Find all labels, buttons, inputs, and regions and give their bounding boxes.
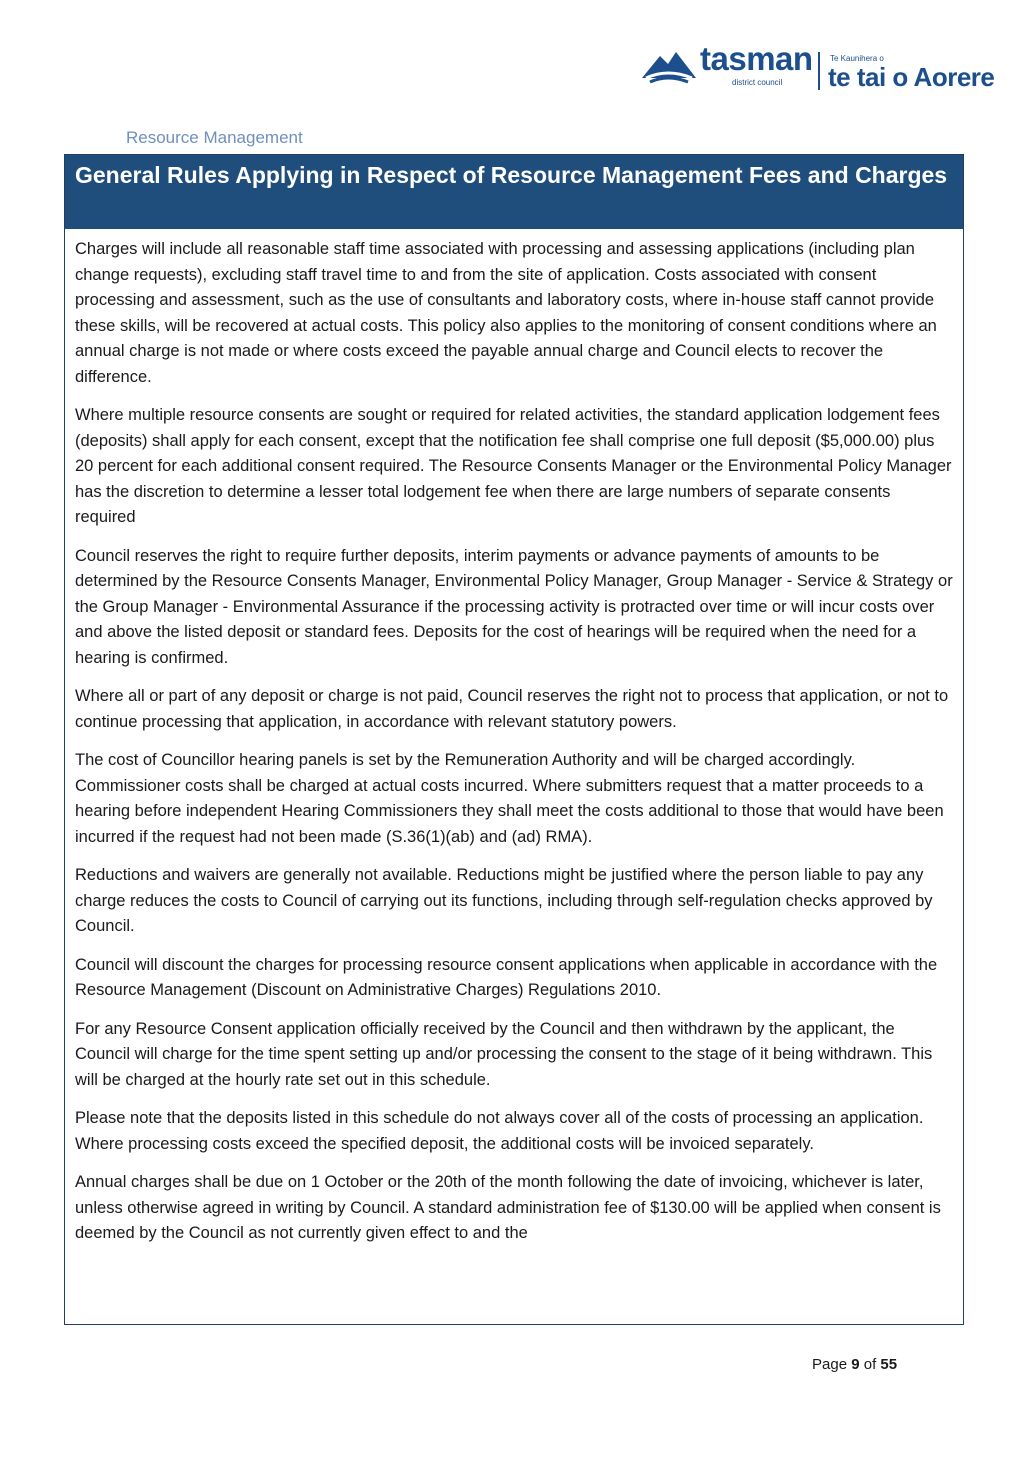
page-of: of bbox=[863, 1356, 877, 1373]
paragraph: Council reserves the right to require further deposits, interim payments or advance payments of amounts to be determined by the Resource Consents Manager, Environmental Policy Manager, Group Manager - Service & Strategy or the Group Manager - Environmental Assurance if the processing activity is protracted over time or will incur costs over and above the listed deposit or standard fees. Deposits for the cost of hearings will be required when the need for a hearing is confirmed. bbox=[75, 546, 953, 667]
paragraph: For any Resource Consent application officially received by the Council and then withdrawn by the applicant, the Council will charge for the time spent setting up and/or processing the consent to the stage of it being withdrawn. This will be charged at the hourly rate set out in this schedule. bbox=[75, 1019, 933, 1089]
logo-word: tasman bbox=[700, 40, 813, 77]
paragraph: Annual charges shall be due on 1 October or the 20th of the month following the date of invoicing, whichever is later, unless otherwise agreed in writing by Council. A standard administration fee of $130.00 will be applied when consent is deemed by the Council as not currently given effect to and the bbox=[75, 1173, 941, 1242]
paragraph: Reductions and waivers are generally not available. Reductions might be justified where the person liable to pay any charge reduces the costs to Council of carrying out its functions, including through self-regulation checks approved by Council. bbox=[75, 866, 933, 935]
mountain-logo-icon bbox=[640, 44, 698, 84]
paragraph: The cost of Councillor hearing panels is set by the Remuneration Authority and will be charged accordingly. Commissioner costs shall be charged at actual costs incurred. Where submitters request that a matter proceeds to a hearing before independent Hearing Commissioners they shall meet the costs additional to those that would have been incurred if the request had not been made (S.36(1)(ab) and (ad) RMA). bbox=[75, 751, 944, 846]
tasman-logo bbox=[640, 40, 1002, 92]
paragraph: Council will discount the charges for processing resource consent applications when applicable in accordance with the Resource Management (Discount on Administrative Charges) Regulations 2010. bbox=[75, 955, 938, 999]
page-footer bbox=[812, 1356, 897, 1373]
rules-box bbox=[64, 154, 964, 1325]
paragraph: Charges will include all reasonable staff time associated with processing and assessing applications (including plan change requests), excluding staff travel time to and from the site of application. Costs associated with consent processing and assessment, such as the use of consultants and laboratory costs, where in-house staff cannot provide these skills, will be recovered at actual costs. This policy also applies to the monitoring of consent conditions where an annual charge is not made or where costs exceed the payable annual charge and Council elects to recover the difference. bbox=[75, 240, 937, 386]
logo-subtitle: district council bbox=[732, 78, 783, 87]
logo-divider bbox=[818, 52, 820, 90]
paragraph: Where all or part of any deposit or charge is not paid, Council reserves the right not to process that application, or not to continue processing that application, in accordance with relevant statutory powers. bbox=[75, 687, 949, 731]
page-prefix: Page bbox=[812, 1356, 848, 1373]
rules-box-title: General Rules Applying in Respect of Resource Management Fees and Charges bbox=[65, 155, 963, 229]
rules-box-body bbox=[65, 229, 963, 1247]
paragraph: Please note that the deposits listed in this schedule do not always cover all of the costs of processing an application. Where processing costs exceed the specified deposit, the additional costs will be invoiced separately. bbox=[75, 1109, 924, 1153]
paragraph: Where multiple resource consents are sought or required for related activities, the standard application lodgement fees (deposits) shall apply for each consent, except that the notification fee shall comprise one full deposit ($5,000.00) plus 20 percent for each additional consent required. The Resource Consents Manager or the Environmental Policy Manager has the discretion to determine a lesser total lodgement fee when there are large numbers of separate consents required bbox=[75, 406, 952, 526]
logo-maori-name: te tai o Aorere bbox=[828, 62, 995, 92]
page-number: 9 bbox=[851, 1356, 860, 1373]
section-label: Resource Management bbox=[126, 128, 303, 147]
logo-small-text: Te Kaunihera o bbox=[830, 54, 884, 63]
page-total: 55 bbox=[880, 1356, 898, 1373]
